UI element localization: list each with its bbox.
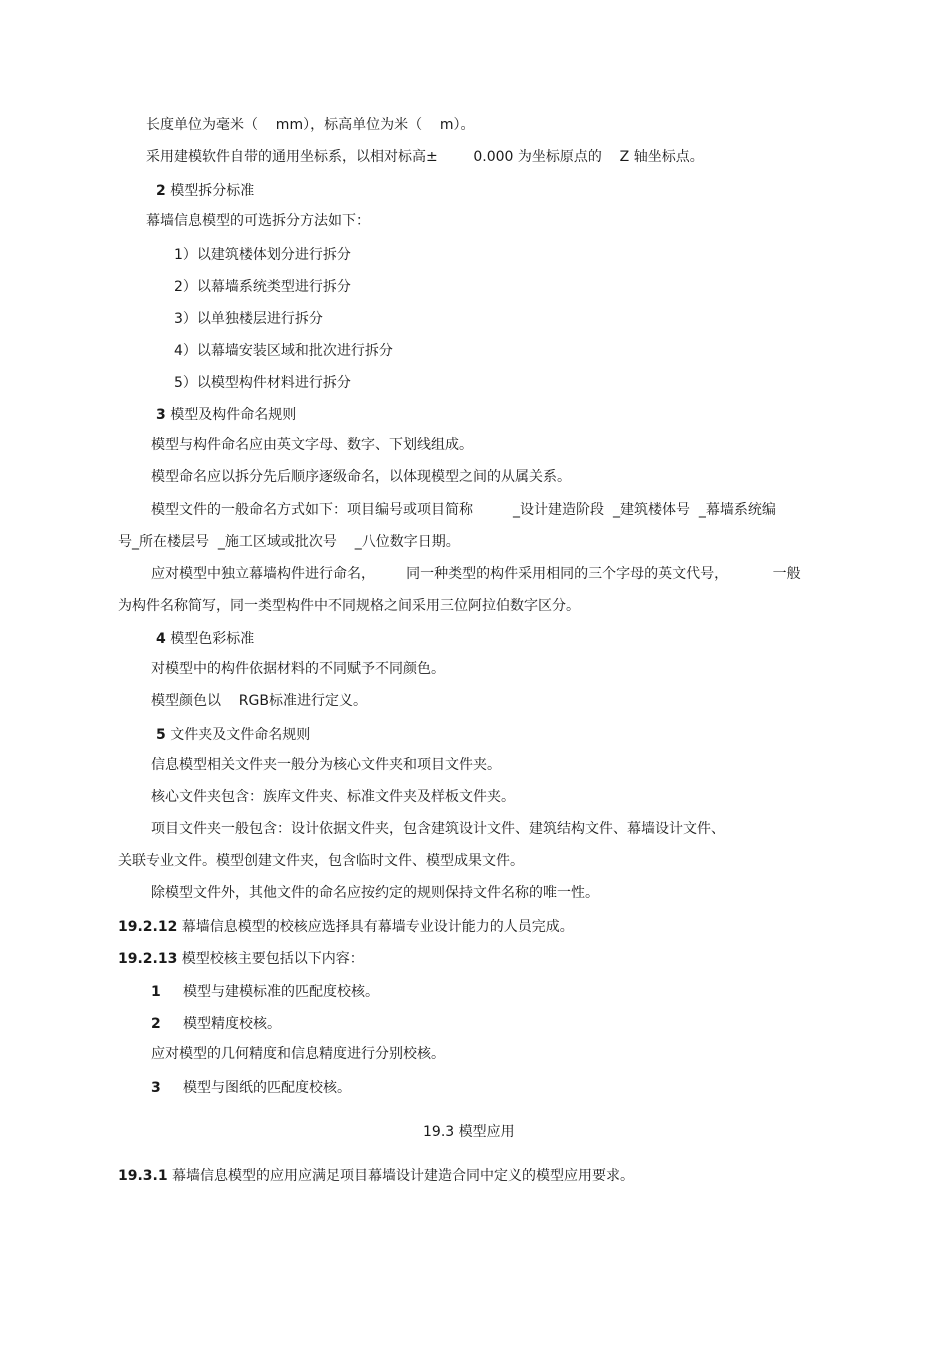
line-text: 5）以模型构件材料进行拆分 <box>174 375 351 391</box>
text-line <box>151 501 776 519</box>
line-text: 应对模型的几何精度和信息精度进行分别校核。 <box>151 1046 445 1062</box>
line-text: 关联专业文件。模型创建文件夹，包含临时文件、模型成果文件。 <box>118 853 524 869</box>
line-text: 模型颜色以 RGB标准进行定义。 <box>151 693 367 709</box>
text-line <box>118 533 460 551</box>
clause-number: 3 <box>151 1080 161 1096</box>
text-line <box>151 436 473 454</box>
text-line <box>118 597 580 615</box>
line-text: 信息模型相关文件夹一般分为核心文件夹和项目文件夹。 <box>151 757 501 773</box>
text-line <box>151 660 445 678</box>
text-line <box>151 468 571 486</box>
text-line <box>146 212 370 230</box>
line-text: 文件夹及文件命名规则 <box>165 727 311 743</box>
line-text: 2）以幕墙系统类型进行拆分 <box>174 279 351 295</box>
line-text: 19.3 模型应用 <box>423 1124 515 1140</box>
line-text: 项目文件夹一般包含：设计依据文件夹，包含建筑设计文件、建筑结构文件、幕墙设计文件、 <box>151 821 725 837</box>
text-line <box>151 884 599 902</box>
line-text: 号_所在楼层号 _施工区域或批次号 _八位数字日期。 <box>118 534 460 550</box>
text-line <box>174 246 351 264</box>
text-line <box>174 278 351 296</box>
line-text: 模型文件的一般命名方式如下：项目编号或项目简称 _设计建造阶段 _建筑楼体号 _幕墙系统编 <box>151 502 776 518</box>
text-line <box>151 1079 351 1097</box>
text-line <box>151 756 501 774</box>
clause-number: 4 <box>156 631 166 647</box>
clause-number: 3 <box>156 407 166 423</box>
text-line <box>118 1167 634 1185</box>
line-text: 为构件名称简写，同一类型构件中不同规格之间采用三位阿拉伯数字区分。 <box>118 598 580 614</box>
line-text: 模型与构件命名应由英文字母、数字、下划线组成。 <box>151 437 473 453</box>
line-text: 模型色彩标准 <box>165 631 255 647</box>
line-text: 幕墙信息模型的校核应选择具有幕墙专业设计能力的人员完成。 <box>177 919 574 935</box>
line-text: 模型命名应以拆分先后顺序逐级命名，以体现模型之间的从属关系。 <box>151 469 571 485</box>
line-text: 3）以单独楼层进行拆分 <box>174 311 323 327</box>
line-text: 模型及构件命名规则 <box>165 407 297 423</box>
text-line <box>423 1123 515 1141</box>
line-text: 除模型文件外，其他文件的命名应按约定的规则保持文件名称的唯一性。 <box>151 885 599 901</box>
clause-number: 19.2.13 <box>118 951 178 967</box>
line-text: 模型校核主要包括以下内容： <box>177 951 364 967</box>
clause-number: 5 <box>156 727 166 743</box>
clause-number: 19.3.1 <box>118 1168 168 1184</box>
text-line <box>118 852 524 870</box>
line-text: 模型与建模标准的匹配度校核。 <box>160 984 380 1000</box>
clause-number: 1 <box>151 984 161 1000</box>
text-line <box>151 692 367 710</box>
text-line <box>118 950 364 968</box>
text-line <box>156 406 296 424</box>
text-line <box>151 1015 281 1033</box>
clause-number: 2 <box>156 183 166 199</box>
line-text: 对模型中的构件依据材料的不同赋予不同颜色。 <box>151 661 445 677</box>
text-line <box>146 116 475 134</box>
clause-number: 2 <box>151 1016 161 1032</box>
text-line <box>156 630 254 648</box>
text-line <box>151 1045 445 1063</box>
line-text: 应对模型中独立幕墙构件进行命名， 同一种类型的构件采用相同的三个字母的英文代号， 一般 <box>151 566 801 582</box>
line-text: 1）以建筑楼体划分进行拆分 <box>174 247 351 263</box>
text-line <box>156 182 254 200</box>
text-line <box>174 310 323 328</box>
text-line <box>151 565 801 583</box>
text-line <box>156 726 310 744</box>
line-text: 模型拆分标准 <box>165 183 255 199</box>
line-text: 4）以幕墙安装区域和批次进行拆分 <box>174 343 393 359</box>
text-line <box>146 148 704 166</box>
line-text: 幕墙信息模型的可选拆分方法如下： <box>146 213 370 229</box>
clause-number: 19.2.12 <box>118 919 178 935</box>
text-line <box>118 918 574 936</box>
line-text: 模型精度校核。 <box>160 1016 282 1032</box>
line-text: 幕墙信息模型的应用应满足项目幕墙设计建造合同中定义的模型应用要求。 <box>167 1168 635 1184</box>
text-line <box>151 788 515 806</box>
line-text: 模型与图纸的匹配度校核。 <box>160 1080 352 1096</box>
line-text: 核心文件夹包含：族库文件夹、标准文件夹及样板文件夹。 <box>151 789 515 805</box>
line-text: 采用建模软件自带的通用坐标系，以相对标高± 0.000 为坐标原点的 Z 轴坐标点。 <box>146 149 704 165</box>
line-text: 长度单位为毫米（ mm），标高单位为米（ m）。 <box>146 117 475 133</box>
text-line <box>151 983 379 1001</box>
text-line <box>174 342 393 360</box>
text-line <box>151 820 725 838</box>
text-line <box>174 374 351 392</box>
